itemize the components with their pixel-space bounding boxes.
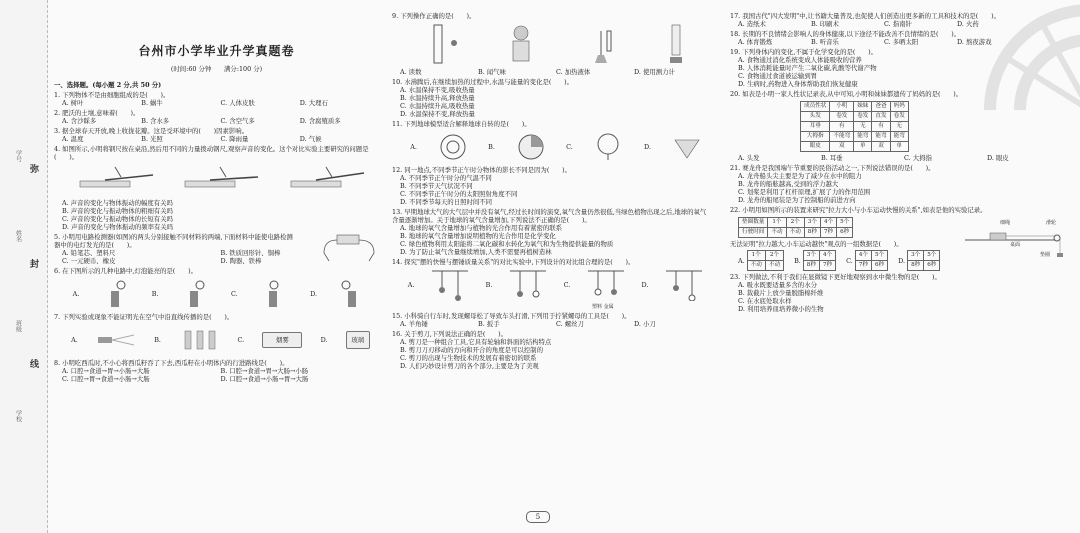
question-stem: 13. 早期地球大气的大气层中并没有氧气,经过长时间的演变,氧气含量仍然很低,当绿色植物出现之后,地球的氧气含量逐渐增加。关于地球的氧气含量增加,下列说法不正确的是( )。 [392, 208, 707, 224]
option-letter: C. [846, 256, 853, 265]
option-a[interactable]: A. 温度 [62, 135, 84, 143]
table-row [747, 261, 783, 271]
margin-label-class: 班级 [14, 320, 22, 332]
table-row [803, 251, 835, 261]
table-cell: 不动 [786, 228, 804, 238]
question-19 [730, 48, 1070, 88]
option-c[interactable]: C. [566, 143, 573, 151]
ruler-on-desk-icon [286, 163, 366, 197]
spring-scale-icon [662, 23, 692, 65]
table-cell: 2个 [765, 251, 783, 261]
option-c[interactable]: C. 降雨量 [220, 135, 249, 143]
question-21 [730, 164, 1070, 204]
option-c[interactable]: C. 划桨是利用了杠杆原理,扩展了力的作用范围 [738, 188, 871, 196]
table-row [747, 251, 783, 261]
option-d[interactable]: D. 火药 [957, 20, 979, 28]
table-cell: 直发 [872, 112, 890, 122]
option-d[interactable]: D. 使用测力计 [634, 68, 675, 76]
option-c[interactable]: C. 指南针 [884, 20, 912, 28]
column-2 [392, 10, 712, 370]
option-c[interactable]: C. [563, 281, 571, 289]
table-cell: 3个 [804, 218, 820, 228]
table-cell: 7秒 [819, 261, 835, 271]
question-stem-2: 无法证明"拉力越大,小车运动越快"观点的一组数据是( )。 [730, 240, 903, 248]
circuit-options-figure [54, 277, 379, 311]
option-b[interactable]: B. 听音乐 [811, 38, 839, 46]
option-c[interactable]: C. [230, 290, 238, 298]
option-c[interactable]: C. 多晒太阳 [884, 38, 919, 46]
option-d[interactable]: D. [310, 290, 318, 298]
plates-model-icon [672, 132, 702, 162]
table-cell: 7秒 [855, 261, 871, 271]
option-a[interactable]: A. 水温保持不变,吸收热量 [400, 86, 475, 94]
battery-bulb-icon [180, 279, 210, 309]
option-a[interactable]: A. [410, 143, 417, 151]
table-cell: 2个 [786, 218, 804, 228]
option-a[interactable]: A. 铅笔芯、塑料尺 [62, 249, 116, 257]
table-cell: 卷发 [890, 112, 908, 122]
measuring-cylinder-icon [420, 23, 460, 65]
table-cell: 成员性状 [801, 102, 830, 112]
seal-char-1: 弥 [30, 165, 40, 175]
margin-label-school: 学校 [14, 410, 22, 422]
option-b[interactable]: B. 含水多 [141, 117, 170, 125]
exam-time: (时间:60 分钟 满分:100 分) [170, 65, 263, 73]
option-d[interactable]: D. 生病时,药物进入身体帮助我们恢复健康 [738, 80, 858, 88]
table-cell: 4个 [855, 251, 871, 261]
option-d[interactable]: D. 大理石 [299, 99, 328, 107]
option-b[interactable]: B. 剪刀刀刃移动的方向和开合的角度是可以控制的 [400, 346, 543, 355]
table-cell: 小明 [830, 102, 854, 112]
question-17 [730, 12, 1030, 28]
option-a[interactable]: A. 食物通过消化系统变成人体能吸收的营养 [738, 56, 862, 64]
option-d[interactable]: D. [641, 281, 649, 289]
table-row [855, 261, 887, 271]
question-9 [392, 12, 712, 76]
table-row [855, 251, 887, 261]
table-cell: 不动 [768, 228, 786, 238]
option-b[interactable]: B. [154, 336, 161, 344]
option-d[interactable]: D. 不同季节每天的日照时间不同 [400, 198, 493, 206]
table-cell: 3个 [908, 251, 924, 261]
option-d[interactable]: D. 气候 [299, 135, 322, 143]
question-4 [54, 145, 379, 231]
table-cell: 无 [890, 122, 908, 132]
pendulum-material-labels [392, 304, 712, 310]
option-b[interactable]: B. 光照 [141, 135, 163, 143]
option-letter: A. [738, 256, 745, 265]
ruler-on-desk-icon [75, 163, 155, 197]
option-c[interactable]: C. 一元硬币、橡皮 [62, 257, 116, 265]
option-c[interactable]: C. 食物通过食道被运输到胃 [738, 72, 818, 80]
table-cell: 8秒 [908, 261, 924, 271]
page-number: 5 [526, 511, 550, 523]
table-cell: 耳垂 [801, 122, 830, 132]
option-b[interactable] [794, 250, 836, 271]
label-pulley: 滑轮 [1046, 220, 1057, 226]
option-c[interactable]: C. 在水底处取水样 [738, 297, 792, 305]
table-cell: 5个 [924, 251, 940, 261]
table-row [739, 218, 853, 228]
table-cell: 4个 [820, 218, 836, 228]
table-cell: 8秒 [804, 228, 820, 238]
option-a[interactable]: A. [72, 290, 80, 298]
smoke-box: 烟雾 [262, 332, 302, 348]
table-cell: 妈妈 [890, 102, 908, 112]
option-b[interactable]: B. [488, 143, 495, 151]
table-row [908, 251, 940, 261]
question-8 [54, 359, 379, 383]
table-cell: 7秒 [820, 228, 836, 238]
table-cell: 6秒 [924, 261, 940, 271]
option-a[interactable]: A. 体育锻炼 [738, 38, 773, 46]
option-a[interactable]: A. 口腔→食道→胃→小肠→大肠 [62, 367, 150, 375]
question-3 [54, 127, 379, 143]
option-letter: D. [898, 256, 906, 265]
table-cell: 眼皮 [801, 142, 830, 152]
question-22 [730, 206, 1070, 271]
table-cell: 4个 [819, 251, 835, 261]
binding-margin [0, 0, 48, 533]
question-stem: 23. 下列做法,不利于我们在显微镜下更好地观察到水中微生物的是( )。 [730, 273, 941, 281]
option-d[interactable]: D. 为了防止氧气含量继续增加,人类不需要再植树造林 [400, 248, 552, 256]
table-row [801, 102, 909, 112]
question-10 [392, 78, 712, 118]
option-a[interactable]: A. 羊角锤 [400, 320, 428, 329]
earth-section-icon [516, 132, 546, 162]
margin-label-id: 学号 [14, 150, 22, 162]
option-a[interactable]: A. 剪刀是一种组合工具,它具有轮轴和斜面的结构特点 [400, 338, 552, 347]
question-stem: 10. 水沸腾后,在继续加热的过程中,水温与能量的变化是( )。 [392, 78, 574, 86]
seal-char-2: 封 [30, 260, 40, 270]
ruler-experiment-figure [54, 163, 379, 197]
table-row [803, 261, 835, 271]
table-cell: 无 [854, 122, 872, 132]
option-b[interactable]: B. 不同季节天气状况不同 [400, 182, 473, 190]
washer-table [738, 217, 853, 238]
earth-layers-icon [438, 132, 468, 162]
pendulums-icon [508, 269, 548, 301]
table-cell: 5个 [837, 218, 853, 228]
label-desk: 桌面 [1010, 242, 1021, 248]
circuit-tester-icon [319, 233, 379, 263]
question-13 [392, 208, 712, 256]
question-stem: 5. 小明用电路检测器(如图)的两头分别接触不同材料的两端,下面材料中能使电路检测器中的电灯发光的是( )。 [54, 233, 293, 249]
option-a[interactable] [738, 250, 784, 271]
option-d[interactable]: D. 人们巧妙设计剪刀的各个部分,主要是为了美观 [400, 362, 539, 371]
question-12 [392, 166, 712, 206]
pendulums-icon [664, 269, 704, 301]
question-stem: 15. 小科骑自行车时,发现螺母松了导致车头打滑,下列用于拧紧螺母的工具是( )。 [392, 312, 631, 321]
option-b[interactable]: B. 耳垂 [821, 154, 843, 162]
glass-plate: 玻璃 [346, 331, 370, 349]
option-c[interactable]: C. 声音的变化与振动物体的长短有关吗 [62, 215, 173, 223]
option-d[interactable]: D. 声音的变化与物体振动的频率有关吗 [62, 223, 174, 231]
option-b[interactable]: B. 龙舟的船舷越高,受到的浮力越大 [738, 180, 839, 188]
option-table [907, 250, 940, 271]
option-d[interactable]: D. 含腐殖质多 [299, 117, 341, 125]
option-d[interactable]: D. 龙舟的船尾装是为了控制船的前进方向 [738, 196, 856, 204]
table-row [801, 132, 909, 142]
option-c[interactable]: C. 人体皮肤 [220, 99, 255, 107]
option-a[interactable]: A. 不同季节正午时分的气温不同 [400, 174, 492, 182]
table-cell: 头发 [801, 112, 830, 122]
lab-operations-figure [392, 22, 712, 66]
option-b[interactable]: B. 口腔→食道→胃→大肠→小肠 [220, 367, 309, 375]
option-a[interactable]: A. 声音的变化与物体振动的幅度有关吗 [62, 199, 173, 207]
option-d[interactable]: D. 熬夜游戏 [957, 38, 992, 46]
flashlight-icon [96, 327, 136, 353]
label-metal: 金属 [603, 304, 614, 310]
page-title: 台州市小学毕业升学真题卷 [138, 44, 295, 58]
question-2 [54, 109, 379, 125]
option-b[interactable]: B. 裁截片上放少量脱脂棉纤维 [738, 289, 824, 297]
option-b[interactable]: B. 扳手 [478, 320, 500, 329]
option-table [855, 250, 888, 271]
option-b[interactable]: B. 地球的氧气含量增加说明植物的光合作用是化学变化 [400, 232, 556, 240]
light-options-figure [54, 323, 379, 357]
table-cell: 不动 [765, 261, 783, 271]
question-stem: 3. 据全球春天开放,晚上收拢花瓣。这是受环境中的( )因素影响。 [54, 127, 249, 135]
question-stem: 22. 小明用如图所示的装置来研究"拉力大小与小车运动快慢的关系",如表是他的实验记录。 [730, 206, 987, 214]
question-stem: 2. 肥沃的土壤,意味着( )。 [54, 109, 140, 117]
table-cell: 能弯 [854, 132, 872, 142]
question-23 [730, 273, 1070, 313]
table-cell: 不能弯 [830, 132, 854, 142]
option-a[interactable]: A. 读数 [400, 68, 422, 76]
option-c[interactable]: C. 大拇指 [904, 154, 932, 162]
option-c[interactable]: C. 水温持续升高,吸收热量 [400, 102, 475, 110]
question-stem: 7. 下列实验或现象不能证明光在空气中沿直线传播的是( )。 [54, 313, 234, 321]
question-stem: 17. 我国古代"四大发明"中,让书籍大量普及,也促使人们创造出更多新的工具和技术的是( )。 [730, 12, 1000, 20]
option-b[interactable]: B. 人体消耗能量时产生二氧化碳,乳酸等代谢产物 [738, 64, 877, 72]
option-c[interactable]: C. 螺丝刀 [556, 320, 584, 329]
column-3 [730, 10, 1070, 313]
option-b[interactable]: B. 声音的变化与振动物体的粗细有关吗 [62, 207, 174, 215]
cards-with-holes-icon [179, 327, 219, 353]
option-b[interactable]: B. [485, 281, 493, 289]
option-c[interactable]: C. 不同季节正午时分的太阳照射角度不同 [400, 190, 518, 198]
question-stem: 19. 下列身体内的变化,不属于化学变化的是( )。 [730, 48, 878, 56]
question-stem: 14. 探究"摆的快慢与摆锤质量关系"的对比实验中,下列设计的对比组合理的是( )。 [392, 258, 635, 266]
option-a[interactable]: A. 龙舟船头尖主要是为了减少在水中的阻力 [738, 172, 862, 180]
table-row [801, 112, 909, 122]
option-b[interactable]: B. 闻气味 [478, 68, 506, 76]
table-cell: 1个 [768, 218, 786, 228]
option-b[interactable]: B. 印刷术 [811, 20, 839, 28]
table-cell: 有 [830, 122, 854, 132]
table-cell: 1个 [747, 251, 765, 261]
question-stem: 16. 关于剪刀,下列说法正确的是( )。 [392, 330, 508, 339]
table-cell: 双 [872, 142, 890, 152]
question-11 [392, 120, 712, 164]
option-a[interactable]: A. [71, 336, 78, 344]
option-d[interactable]: D. [644, 143, 651, 151]
option-a[interactable]: A. 树叶 [62, 99, 84, 107]
option-c[interactable]: C. 剪刀的出现与生物技术的发展有着密切的联系 [400, 354, 537, 363]
question-stem: 9. 下列操作正确的是( )。 [392, 12, 476, 20]
table-cell: 3个 [803, 251, 819, 261]
option-a[interactable]: A. 吸水既要适量多含的水分 [738, 281, 817, 289]
table-cell: 爸爸 [872, 102, 890, 112]
question-stem: 1. 下列物体不是由细胞组成的是( )。 [54, 91, 170, 99]
question-stem: 21. 赛龙舟是我国端午节重要的民俗活动之一,下列说法错误的是( )。 [730, 164, 935, 172]
option-a[interactable]: A. 造纸术 [738, 20, 766, 28]
table-cell: 不动 [747, 261, 765, 271]
question-7 [54, 313, 379, 357]
table-cell: 5个 [871, 251, 887, 261]
table-cell: 能弯 [890, 132, 908, 142]
table-cell: 单 [854, 142, 872, 152]
option-a[interactable]: A. [407, 281, 415, 289]
question-16 [392, 330, 712, 370]
battery-bulb-icon [101, 279, 131, 309]
table-row [801, 142, 909, 152]
table-cell: 8秒 [803, 261, 819, 271]
option-a[interactable]: A. 头发 [738, 154, 760, 162]
question-stem: 11. 下列地球模型适合解释地球自转的是( )。 [392, 120, 531, 128]
table-cell: 双 [830, 142, 854, 152]
question-stem: 18. 长期的不良情绪会影响人的身体健康,以下途径不能改善不良情绪的是( )。 [730, 30, 961, 38]
table-row [908, 261, 940, 271]
table-cell: 单 [890, 142, 908, 152]
option-c[interactable]: C. 含空气多 [220, 117, 255, 125]
question-20 [730, 90, 1070, 162]
option-c[interactable]: C. [237, 336, 245, 344]
burner-heating-icon [581, 23, 621, 65]
option-d[interactable]: D. [320, 336, 328, 344]
option-d[interactable]: D. 陶器、铁棒 [220, 257, 262, 265]
pendulum-options-figure [392, 268, 712, 302]
table-cell: 6秒 [871, 261, 887, 271]
table-cell: 行驶时间 [739, 228, 768, 238]
option-b[interactable]: B. 水温持续升高,释放热量 [400, 94, 475, 102]
cart-apparatus-figure [960, 220, 1070, 260]
battery-bulb-icon [338, 279, 368, 309]
question-5 [54, 233, 379, 265]
table-cell: 能弯 [872, 132, 890, 142]
table-cell: 妹妹 [854, 102, 872, 112]
option-a[interactable]: A. 地球的氧气含量增加与植物的光合作用有着紧密的联系 [400, 224, 563, 232]
option-c[interactable] [846, 250, 888, 271]
earth-models-figure [392, 130, 712, 164]
option-d[interactable]: D. 眼皮 [987, 154, 1009, 162]
question-1 [54, 91, 379, 107]
option-b[interactable]: B. [151, 290, 159, 298]
table-cell: 垫圈数量 [739, 218, 768, 228]
option-d[interactable]: D. 水温保持不变,释放热量 [400, 110, 475, 118]
globe-stand-icon [593, 132, 623, 162]
option-a[interactable]: A. 含沙睬多 [62, 117, 97, 125]
table-cell: 卷发 [830, 112, 854, 122]
ruler-on-desk-icon [180, 163, 260, 197]
section-heading: 一、选择题。(每小题 2 分,共 50 分) [54, 81, 162, 89]
option-d[interactable] [898, 250, 940, 271]
option-letter: B. [794, 256, 801, 265]
option-c[interactable]: C. 绿色植物利用太阳能将二氧化碳和水转化为氧气和为生物提供能量的物质 [400, 240, 614, 248]
option-c[interactable]: C. 口腔→胃→食道→小肠→大肠 [62, 375, 150, 383]
label-plastic: 塑料 [592, 304, 603, 310]
question-stem: 4. 如图所示,小明将钢尺按在桌沿,然后用不同的力量拨动钢尺,观察声音的变化。这个对比实验主要研究的问题是( )。 [54, 145, 369, 161]
option-d[interactable]: D. 小刀 [634, 320, 656, 329]
option-b[interactable]: B. 蜗牛 [141, 99, 163, 107]
table-cell: 大拇指 [801, 132, 830, 142]
table-row [801, 122, 909, 132]
seal-char-3: 线 [30, 360, 40, 370]
column-1 [54, 10, 379, 383]
option-c[interactable]: C. 加热液体 [556, 68, 591, 76]
option-d[interactable]: D. 利用培养皿培养微小的生物 [738, 305, 824, 313]
option-table [803, 250, 836, 271]
question-6 [54, 267, 379, 311]
margin-label-name: 姓名 [14, 230, 22, 242]
question-14 [392, 258, 712, 310]
option-d[interactable]: D. 口腔→食道→小肠→胃→大肠 [220, 375, 309, 383]
table-cell: 6秒 [837, 228, 853, 238]
option-table [747, 250, 784, 271]
label-washer: 垫圈 [1040, 252, 1051, 258]
question-15 [392, 312, 712, 328]
table-row [739, 228, 853, 238]
question-18 [730, 30, 1030, 46]
pendulums-icon [430, 269, 470, 301]
question-stem: 8. 小明吃西瓜时,不小心将西瓜籽吞了下去,西瓜籽在小明体内的行进路线是( )。 [54, 359, 289, 367]
traits-table [800, 101, 909, 152]
person-smelling-icon [501, 23, 541, 65]
option-b[interactable]: B. 铁质回形针、铜棒 [220, 249, 281, 257]
table-cell: 有 [872, 122, 890, 132]
question-stem: 12. 同一地点,不同季节正午时分物体的影长不同是因为( )。 [392, 166, 571, 174]
table-cell: 卷发 [854, 112, 872, 122]
question-stem: 6. 在下图所示的几种电路中,灯泡能亮的是( )。 [54, 267, 197, 275]
pendulums-icon [586, 269, 626, 301]
label-string: 细绳 [1000, 220, 1011, 226]
battery-bulb-icon [259, 279, 289, 309]
question-stem: 20. 如表是小明一家人性状记录表,从中可知,小明和妹妹都遗传了妈妈的是( )。 [730, 90, 963, 98]
